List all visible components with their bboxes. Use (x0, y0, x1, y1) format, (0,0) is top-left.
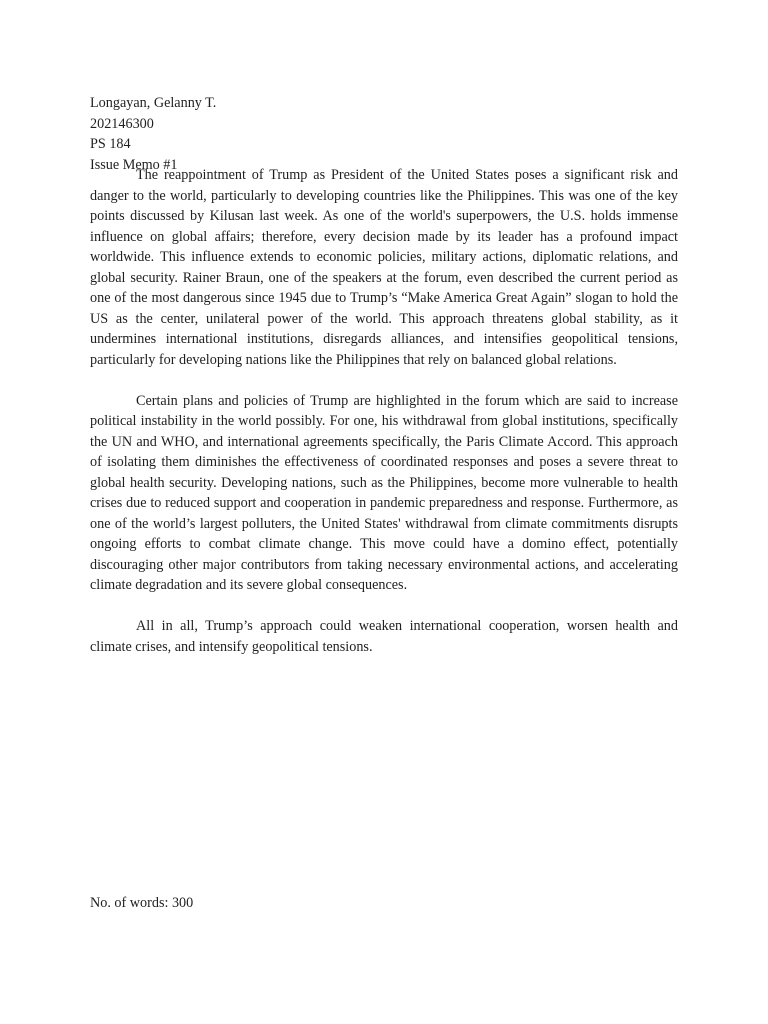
memo-body (90, 165, 678, 678)
memo-header (90, 93, 216, 175)
memo-title: Issue Memo #1 (90, 156, 178, 173)
student-number: 202146300 (90, 115, 154, 132)
paragraph-2: Certain plans and policies of Trump are highlighted in the forum which are said to increase political instability in the world possibly. For one, his withdrawal from global institutions, specifically the UN and WHO, and international agreements specifically, the Paris Climate Accord. This approach of isolating them diminishes the effectiveness of coordinated responses and poses a severe threat to global health security. Developing nations, such as the Philippines, become more vulnerable to health crises due to reduced support and cooperation in pandemic preparedness and response. Furthermore, as one of the world’s largest polluters, the United States' withdrawal from climate commitments disrupts ongoing efforts to combat climate change. This move could have a domino effect, potentially discouraging other major contributors from taking necessary environmental actions, and accelerating climate degradation and its severe global consequences. (90, 392, 678, 593)
word-count: No. of words: 300 (90, 895, 194, 911)
course-code: PS 184 (90, 136, 131, 152)
paragraph-3: All in all, Trump’s approach could weaken international cooperation, worsen health and climate crises, and intensify geopolitical tensions. (90, 618, 678, 655)
paragraph-1: The reappointment of Trump as President of the United States poses a significant risk and danger to the world, particularly to developing countries like the Philippines. This was one of the key points discussed by Kilusan last week. As one of the world's superpowers, the U.S. holds immense influence on global affairs; therefore, every decision made by its leader has a profound impact worldwide. This influence extends to economic policies, military actions, diplomatic relations, and global security. Rainer Braun, one of the speakers at the forum, even described the current period as one of the most dangerous since 1945 due to Trump’s “Make America Great Again” slogan to hold the US as the center, unilateral power of the world. This approach threatens global stability, as it undermines international institutions, disregards alliances, and intensifies geopolitical tensions, particularly for developing nations like the Philippines that rely on balanced global relations. (90, 167, 678, 368)
author-name: Longayan, Gelanny T. (90, 95, 217, 111)
